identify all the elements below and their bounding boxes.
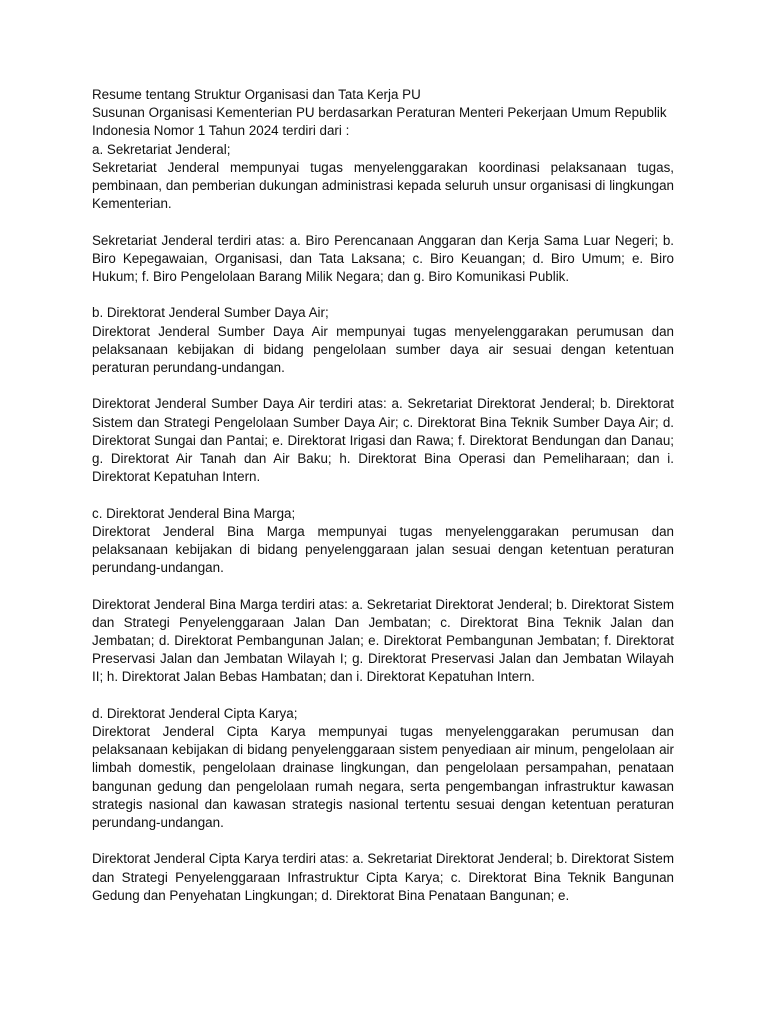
intro-paragraph: Susunan Organisasi Kementerian PU berdasarkan Peraturan Menteri Pekerjaan Umum Republik Indonesia Nomor 1 Tahun 2024 terdiri dari :: [92, 105, 667, 139]
section-heading: d. Direktorat Jenderal Cipta Karya;: [92, 705, 298, 721]
document-page: [92, 86, 674, 905]
section-heading: b. Direktorat Jenderal Sumber Daya Air;: [92, 305, 329, 321]
section-duty: Direktorat Jenderal Sumber Daya Air mempunyai tugas menyelenggarakan perumusan dan pelaksanaan kebijakan di bidang pengelolaan sumber daya air sesuai dengan ketentuan peraturan perundang-undangan.: [92, 323, 674, 376]
section-heading: c. Direktorat Jenderal Bina Marga;: [92, 505, 296, 521]
section-composition: Direktorat Jenderal Sumber Daya Air terdiri atas: a. Sekretariat Direktorat Jenderal; b. Direktorat Sistem dan Strategi Pengelolaan Sumber Daya Air; c. Direktorat Bina Teknik Sumber Daya Air; d. Direktorat Sungai dan Pantai; e. Direktorat Irigasi dan Rawa; f. Direktorat Bendungan dan Danau; g. Direktorat Air Tanah dan Air Baku; h. Direktorat Bina Operasi dan Pemeliharaan; dan i. Direktorat Kepatuhan Intern.: [92, 396, 674, 485]
section-heading: a. Sekretariat Jenderal;: [92, 141, 231, 157]
section-composition: Direktorat Jenderal Bina Marga terdiri atas: a. Sekretariat Direktorat Jenderal; b. Direktorat Sistem dan Strategi Penyelenggaraan Jalan Dan Jembatan; c. Direktorat Bina Teknik Jalan dan Jembatan; d. Direktorat Pembangunan Jalan; e. Direktorat Pembangunan Jembatan; f. Direktorat Preservasi Jalan dan Jembatan Wilayah I; g. Direktorat Preservasi Jalan dan Jembatan Wilayah II; h. Direktorat Jalan Bebas Hambatan; dan i. Direktorat Kepatuhan Intern.: [92, 596, 674, 685]
section-duty: Direktorat Jenderal Bina Marga mempunyai tugas menyelenggarakan perumusan dan pelaksanaan kebijakan di bidang penyelenggaraan jalan sesuai dengan ketentuan peraturan perundang-undangan.: [92, 523, 674, 576]
section-composition: Sekretariat Jenderal terdiri atas: a. Biro Perencanaan Anggaran dan Kerja Sama Luar Negeri; b. Biro Kepegawaian, Organisasi, dan Tata Laksana; c. Biro Keuangan; d. Biro Umum; e. Biro Hukum; f. Biro Pengelolaan Barang Milik Negara; dan g. Biro Komunikasi Publik.: [92, 232, 674, 285]
section-duty: Sekretariat Jenderal mempunyai tugas menyelenggarakan koordinasi pelaksanaan tugas, pembinaan, dan pemberian dukungan administrasi kepada seluruh unsur organisasi di lingkungan Kementerian.: [92, 159, 674, 212]
section-composition: Direktorat Jenderal Cipta Karya terdiri atas: a. Sekretariat Direktorat Jenderal; b. Direktorat Sistem dan Strategi Penyelenggaraan Infrastruktur Cipta Karya; c. Direktorat Bina Teknik Bangunan Gedung dan Penyehatan Lingkungan; d. Direktorat Bina Penataan Bangunan; e.: [92, 851, 674, 903]
section-duty: Direktorat Jenderal Cipta Karya mempunyai tugas menyelenggarakan perumusan dan pelaksanaan kebijakan di bidang penyelenggaraan sistem penyediaan air minum, pengelolaan air limbah domestik, pengelolaan drainase lingkungan, dan pengelolaan persampahan, penataan bangunan gedung dan pengelolaan rumah negara, serta pengembangan infrastruktur kawasan strategis nasional dan kawasan strategis nasional tertentu sesuai dengan ketentuan peraturan perundang-undangan.: [92, 724, 674, 831]
document-title: Resume tentang Struktur Organisasi dan Tata Kerja PU: [92, 87, 421, 102]
